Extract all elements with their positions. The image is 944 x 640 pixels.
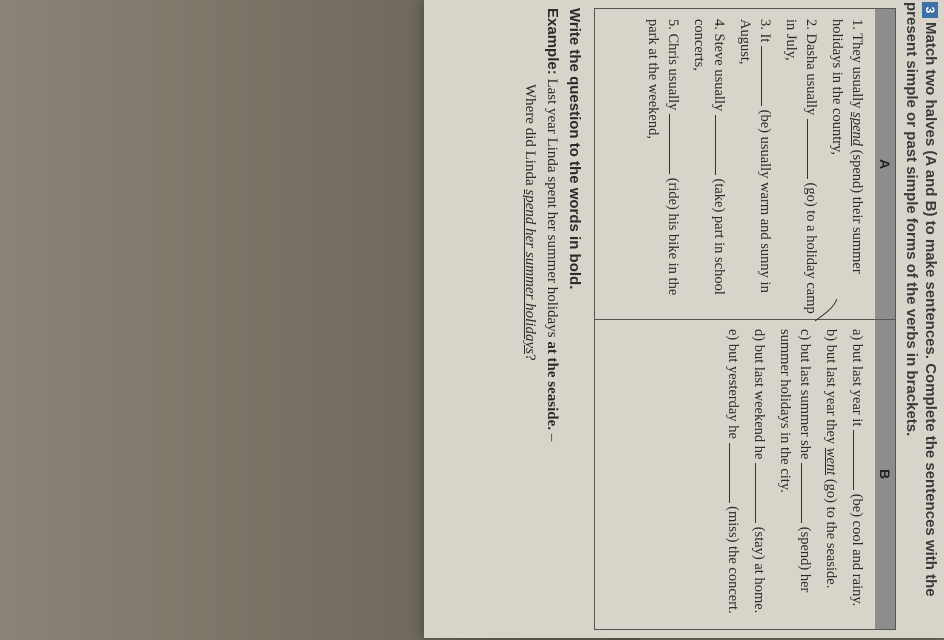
a-item-1 bbox=[827, 19, 867, 315]
a-item-3 bbox=[735, 19, 775, 315]
column-b-header: B bbox=[877, 468, 893, 480]
example-line bbox=[542, 8, 562, 628]
answer-blank[interactable] bbox=[729, 443, 742, 503]
answer-blank[interactable] bbox=[807, 119, 820, 179]
filled-answer: spend bbox=[849, 112, 865, 147]
column-a bbox=[637, 19, 867, 315]
answer-blank[interactable] bbox=[853, 430, 866, 490]
sentence-end: (take) part in school concerts, bbox=[691, 19, 727, 295]
answer-blank[interactable] bbox=[715, 115, 728, 175]
sentence-start: b) but last year they bbox=[823, 329, 839, 448]
filled-answer: went bbox=[823, 447, 839, 476]
sentence-start: a) but last year it bbox=[849, 329, 865, 431]
a-item-2 bbox=[781, 19, 821, 315]
sentence-start: 5. Chris usually bbox=[665, 19, 681, 115]
b-item-3 bbox=[775, 329, 815, 625]
answer-blank[interactable] bbox=[801, 463, 814, 523]
b-item-1 bbox=[847, 329, 867, 625]
example-bold-words: at the seaside. bbox=[544, 341, 560, 431]
sentence-start: e) but yesterday he bbox=[725, 329, 741, 443]
sentence-end: (go) to the seaside. bbox=[823, 475, 839, 589]
answer-blank[interactable] bbox=[755, 463, 768, 523]
example-answer-line bbox=[520, 8, 540, 628]
sentence-start: 2. Dasha usually bbox=[803, 19, 819, 119]
b-item-5 bbox=[723, 329, 743, 625]
column-divider bbox=[595, 319, 895, 320]
a-item-5 bbox=[643, 19, 683, 315]
b-item-4 bbox=[749, 329, 769, 625]
matching-table bbox=[594, 8, 896, 630]
a-item-4 bbox=[689, 19, 729, 315]
sentence-start: d) but last weekend he bbox=[751, 329, 767, 464]
sentence-start: 1. They usually bbox=[849, 19, 865, 113]
workbook-page bbox=[424, 0, 944, 638]
b-item-2 bbox=[821, 329, 841, 625]
answer-underlined: spend her summer holidays bbox=[522, 189, 538, 354]
example-label: Example: bbox=[544, 8, 561, 75]
answer-post: ? bbox=[522, 353, 538, 361]
sentence-end: (be) usually warm and sunny in August, bbox=[737, 19, 773, 293]
example-text-post: – bbox=[544, 430, 560, 442]
answer-blank[interactable] bbox=[761, 46, 774, 106]
sentence-end: (stay) at home. bbox=[751, 523, 767, 614]
sentence-start: 3. It bbox=[757, 19, 773, 46]
section-question-words bbox=[518, 8, 586, 628]
task-instruction bbox=[902, 2, 940, 632]
column-a-header: A bbox=[877, 158, 893, 170]
task-number: 3 bbox=[922, 2, 938, 18]
sentence-start: 4. Steve usually bbox=[711, 19, 727, 115]
sentence-end: (be) cool and rainy. bbox=[849, 490, 865, 607]
example-text-pre: Last year Linda spent her summer holidays bbox=[544, 78, 560, 342]
answer-pre: Where did Linda bbox=[522, 84, 538, 190]
answer-blank[interactable] bbox=[669, 114, 682, 174]
instruction-text: Match two halves (A and B) to make sentences. Complete the sentences with the present simple or past simple forms of the verbs in brackets. bbox=[903, 2, 939, 597]
column-b bbox=[717, 329, 867, 625]
sentence-end: (spend) their summer holidays in the country, bbox=[829, 19, 865, 274]
sentence-end: (miss) the concert. bbox=[725, 502, 741, 614]
sentence-end: (spend) her summer holidays in the city. bbox=[777, 329, 813, 593]
section-heading: Write the question to the words in bold. bbox=[566, 8, 583, 290]
sentence-end: (ride) his bike in the park at the weekend, bbox=[645, 19, 681, 296]
sentence-start: c) but last summer she bbox=[797, 329, 813, 464]
sentence-end: (go) to a holiday camp in July, bbox=[783, 19, 819, 314]
